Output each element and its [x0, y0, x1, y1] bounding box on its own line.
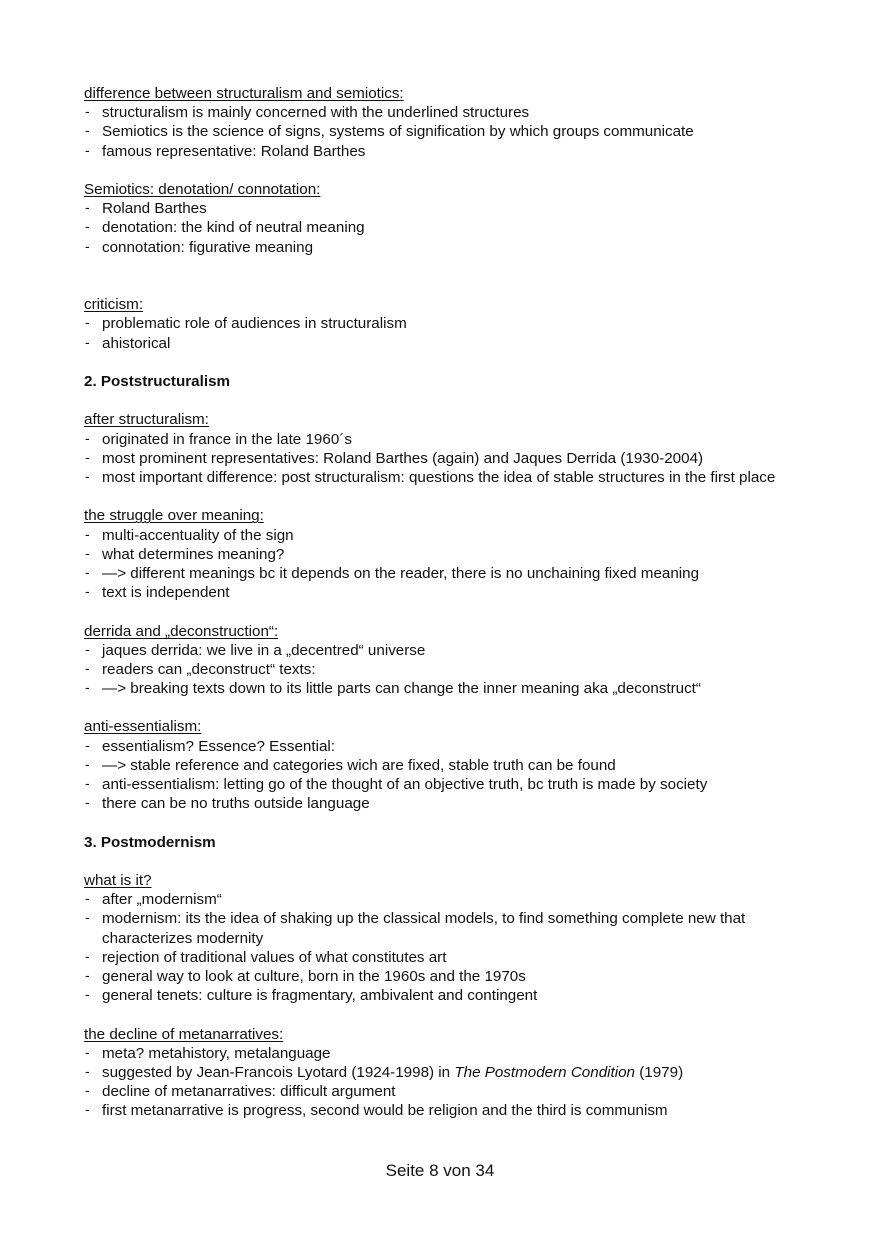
list-item: - readers can „deconstruct“ texts:	[85, 659, 316, 678]
page-number-footer: Seite 8 von 34	[385, 1161, 495, 1180]
section-heading: criticism:	[84, 296, 144, 314]
dash-bullet-icon: -	[85, 199, 90, 216]
list-item: - originated in france in the late 1960´s	[85, 429, 352, 448]
dash-bullet-icon: -	[85, 794, 90, 811]
list-item: - most important difference: post structuralism: questions the idea of stable structures in the first place	[85, 467, 776, 486]
list-item: - —> different meanings bc it depends on the reader, there is no unchaining fixed meaning	[85, 563, 700, 582]
section-decline-of-metanarratives	[84, 1025, 799, 1121]
dash-bullet-icon: -	[85, 755, 90, 772]
bullet-list	[84, 737, 799, 814]
list-item: - problematic role of audiences in structuralism	[85, 314, 407, 333]
list-item: - what determines meaning?	[85, 544, 285, 563]
dash-bullet-icon: -	[85, 1101, 90, 1118]
section-after-structuralism	[84, 410, 799, 487]
bullet-list	[84, 890, 799, 1005]
dash-bullet-icon: -	[85, 967, 90, 984]
spacer	[84, 813, 799, 832]
dash-bullet-icon: -	[85, 986, 90, 1003]
dash-bullet-icon: -	[85, 659, 90, 676]
dash-bullet-icon: -	[85, 141, 90, 158]
section-criticism	[84, 295, 799, 353]
section-anti-essentialism	[84, 717, 799, 813]
dash-bullet-icon: -	[85, 467, 90, 484]
dash-bullet-icon: -	[85, 429, 90, 446]
bullet-list	[84, 641, 799, 699]
bullet-list	[84, 430, 799, 488]
dash-bullet-icon: -	[85, 448, 90, 465]
chapter-title-poststructuralism: 2. Poststructuralism	[84, 372, 231, 390]
list-item: - text is independent	[85, 583, 230, 602]
list-item: - jaques derrida: we live in a „decentred“ universe	[85, 640, 426, 659]
section-denotation-connotation	[84, 180, 799, 257]
list-item: - Semiotics is the science of signs, systems of signification by which groups communicate	[85, 122, 694, 141]
section-what-is-it	[84, 871, 799, 1005]
list-item: - first metanarrative is progress, second would be religion and the third is communism	[85, 1101, 668, 1120]
dash-bullet-icon: -	[85, 333, 90, 350]
list-item: - connotation: figurative meaning	[85, 237, 314, 256]
spacer	[84, 487, 799, 506]
dash-bullet-icon: -	[85, 1063, 90, 1080]
dash-bullet-icon: -	[85, 1043, 90, 1060]
dash-bullet-icon: -	[85, 775, 90, 792]
list-item: - meta? metahistory, metalanguage	[85, 1043, 331, 1062]
dash-bullet-icon: -	[85, 314, 90, 331]
dash-bullet-icon: -	[85, 583, 90, 600]
list-item: - ahistorical	[85, 333, 171, 352]
section-struggle-over-meaning	[84, 506, 799, 602]
list-item: - general tenets: culture is fragmentary, ambivalent and contingent	[85, 986, 538, 1005]
list-item: - —> stable reference and categories wich are fixed, stable truth can be found	[85, 755, 616, 774]
list-item: - general way to look at culture, born in the 1960s and the 1970s	[85, 967, 526, 986]
list-item: - famous representative: Roland Barthes	[85, 141, 366, 160]
list-item: - decline of metanarratives: difficult argument	[85, 1082, 396, 1101]
list-item: - modernism: its the idea of shaking up the classical models, to find something complete new that characterizes modernity	[85, 909, 746, 947]
spacer	[84, 698, 799, 717]
dash-bullet-icon: -	[85, 218, 90, 235]
section-heading: Semiotics: denotation/ connotation:	[84, 180, 321, 198]
dash-bullet-icon: -	[85, 947, 90, 964]
dash-bullet-icon: -	[85, 122, 90, 139]
list-item: - structuralism is mainly concerned with the underlined structures	[85, 103, 530, 122]
dash-bullet-icon: -	[85, 525, 90, 542]
dash-bullet-icon: -	[85, 909, 90, 926]
dash-bullet-icon: -	[85, 890, 90, 907]
list-item: - after „modernism“	[85, 890, 222, 909]
list-item: - denotation: the kind of neutral meaning	[85, 218, 365, 237]
bullet-list	[84, 314, 799, 352]
list-item: - multi-accentuality of the sign	[85, 525, 294, 544]
bullet-list	[84, 526, 799, 603]
spacer	[84, 161, 799, 180]
dash-bullet-icon: -	[85, 544, 90, 561]
bullet-list	[84, 1044, 799, 1121]
dash-bullet-icon: -	[85, 103, 90, 120]
section-heading: derrida and „deconstruction“:	[84, 622, 279, 640]
dash-bullet-icon: -	[85, 563, 90, 580]
list-item: - Roland Barthes	[85, 199, 207, 218]
list-item: - rejection of traditional values of what constitutes art	[85, 947, 447, 966]
section-heading: after structuralism:	[84, 411, 209, 429]
list-item: - essentialism? Essence? Essential:	[85, 736, 335, 755]
section-heading: difference between structuralism and semiotics:	[84, 85, 404, 102]
bullet-list	[84, 103, 799, 161]
list-item: - anti-essentialism: letting go of the thought of an objective truth, bc truth is made by society	[85, 775, 708, 794]
list-item: - suggested by Jean-Francois Lyotard (1924-1998) in The Postmodern Condition (1979)	[85, 1063, 684, 1082]
dash-bullet-icon: -	[85, 679, 90, 696]
spacer	[84, 1005, 799, 1024]
dash-bullet-icon: -	[85, 237, 90, 254]
book-title: The Postmodern Condition	[454, 1064, 636, 1082]
dash-bullet-icon: -	[85, 640, 90, 657]
spacer	[84, 602, 799, 621]
bullet-list	[84, 199, 799, 257]
section-derrida-deconstruction	[84, 622, 799, 699]
spacer	[84, 353, 799, 372]
section-structuralism-vs-semiotics	[84, 84, 799, 161]
list-item: - —> breaking texts down to its little parts can change the inner meaning aka „deconstruct“	[85, 679, 701, 698]
document-page	[84, 84, 799, 1121]
section-heading: what is it?	[84, 872, 152, 890]
list-item: - there can be no truths outside language	[85, 794, 370, 813]
dash-bullet-icon: -	[85, 1082, 90, 1099]
section-heading: the struggle over meaning:	[84, 507, 264, 525]
section-heading: the decline of metanarratives:	[84, 1025, 284, 1043]
spacer	[84, 391, 799, 410]
spacer	[84, 852, 799, 871]
list-item: - most prominent representatives: Roland Barthes (again) and Jaques Derrida (1930-2004)	[85, 448, 704, 467]
dash-bullet-icon: -	[85, 736, 90, 753]
chapter-title-postmodernism: 3. Postmodernism	[84, 833, 216, 851]
spacer	[84, 257, 799, 295]
section-heading: anti-essentialism:	[84, 718, 202, 736]
